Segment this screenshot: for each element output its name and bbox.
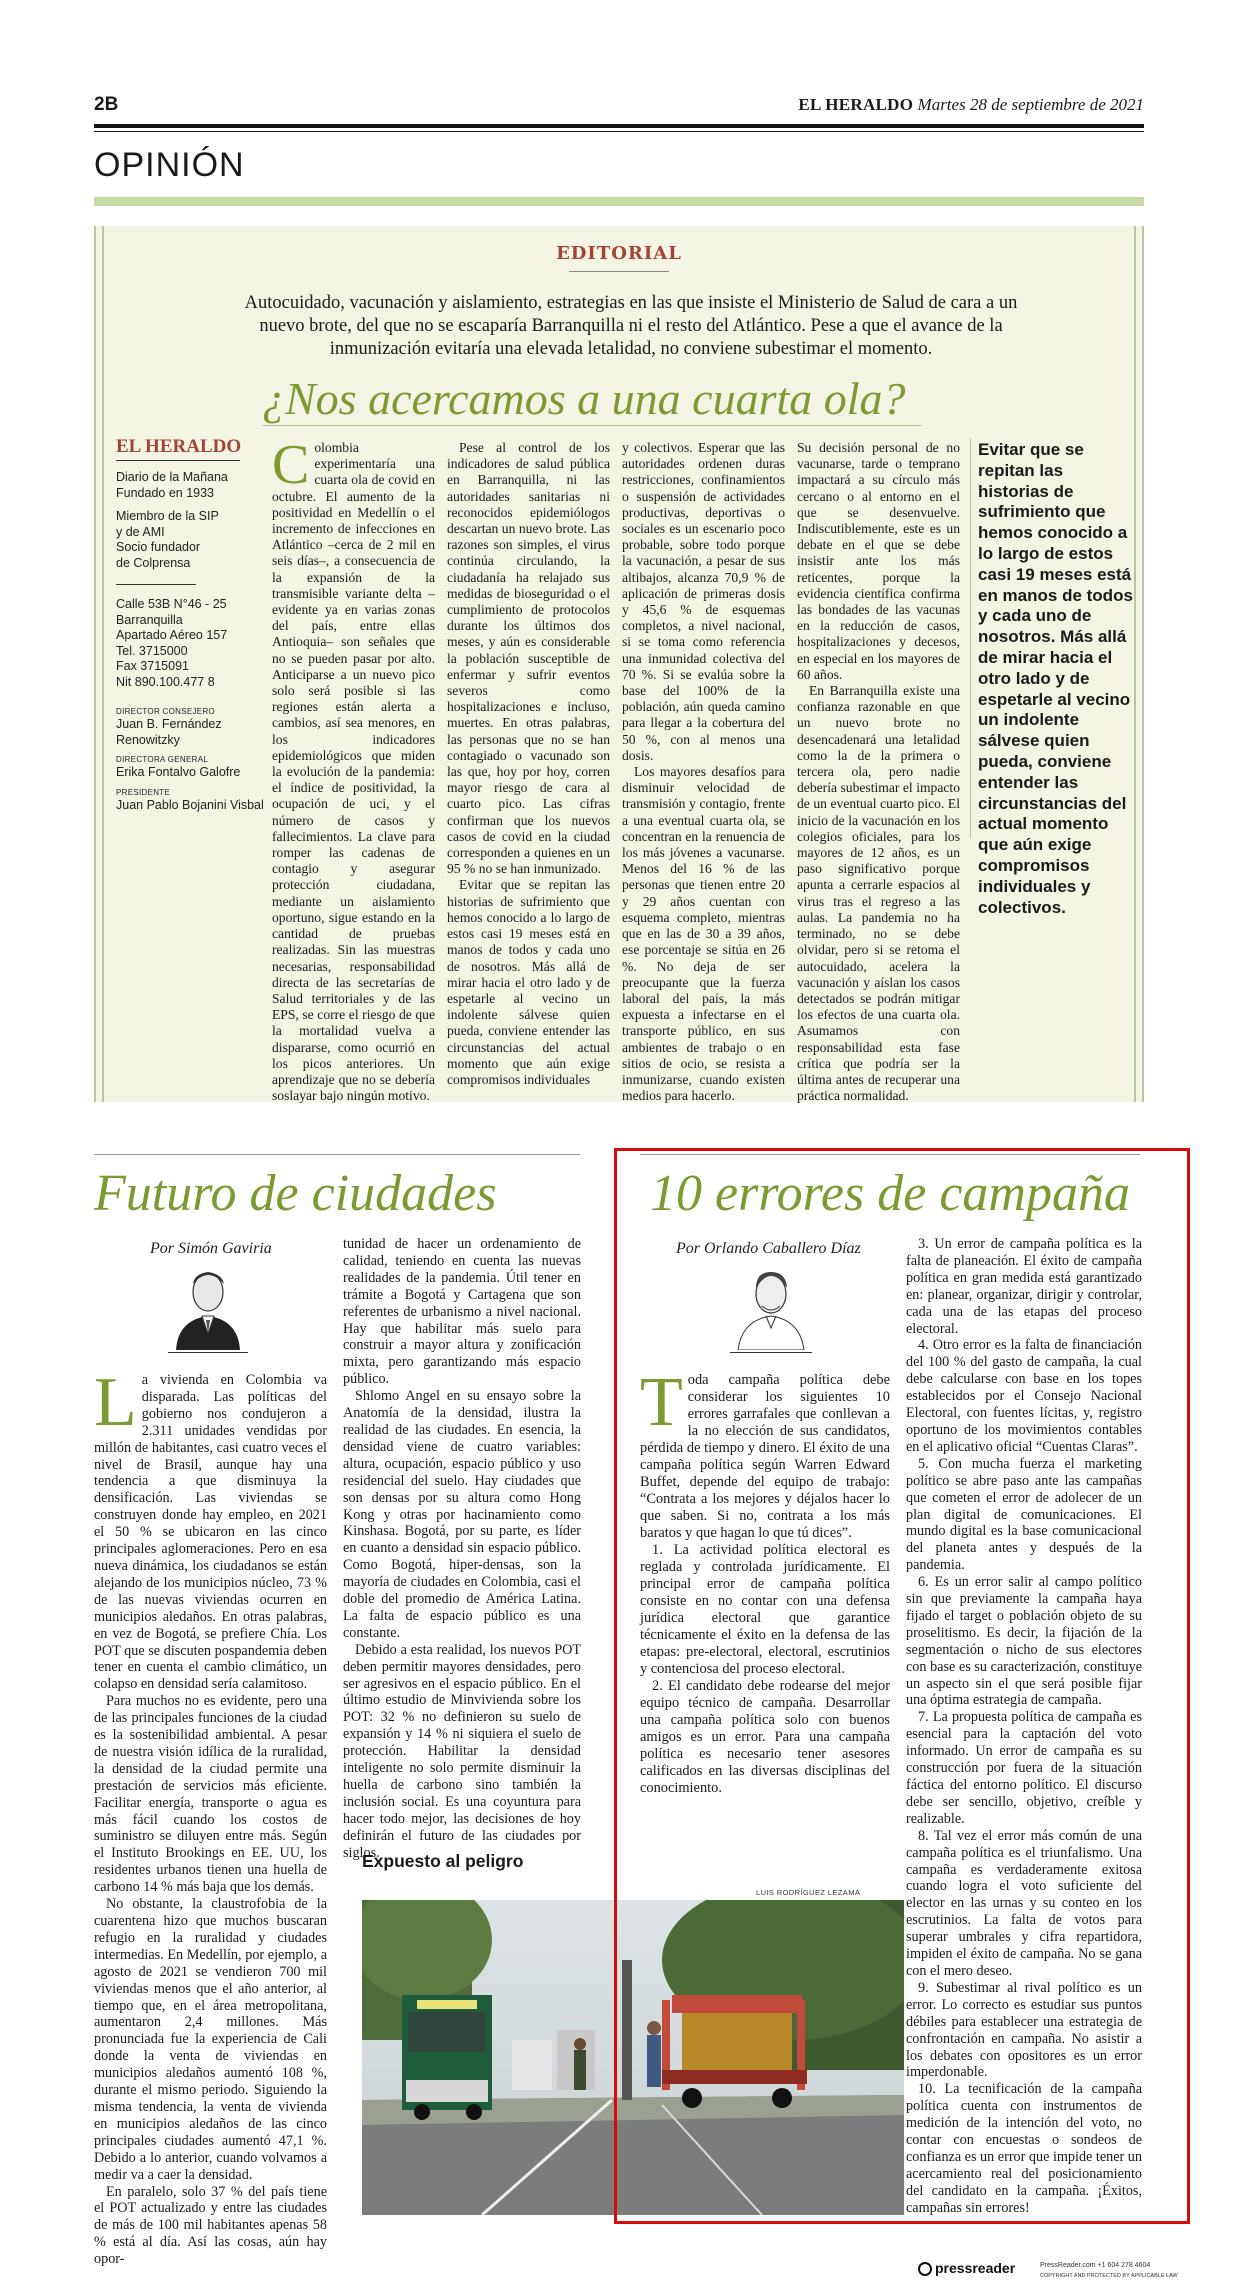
pull-quote: Evitar que se repitan las historias de sufrimiento que hemos conocido a lo largo de estos casi 19 meses está en manos de todos y cada uno de nosotros. Más allá de mirar hacia el otro lado y de espetarle al vecino un indolente sálvese quien pueda, conviene entender las circunstancias del actual momento que aún exige compromisos individuales y colectivos. [978,440,1133,917]
paragraph: Debido a esta realidad, los nuevos POT deben permitir mayores densidades, pero ser agresivos en el espacio público. En el último estudio de Minvivienda sobre los POT: 32 % no definieron su suelo de expansión y 14 % ni siquiera el suelo de protección. Habilitar la densidad inteligente no solo permite disminuir la huella de carbono sino también la inclusión social. Es una coyuntura para hacer todo mejor, las decisiones de hoy definirán el futuro de las ciudades por siglos. [343,1641,581,1861]
column-title-left: Futuro de ciudades [94,1165,497,1222]
editorial-summary: Autocuidado, vacunación y aislamiento, estrategias en las que insiste el Ministerio de Salud de cara a un nuevo brote, del que no se escaparía Barranquilla ni el resto del Atlántico. Pese a que el avance de la inmunización evitaría una elevada letalidad, no conviene subestimar el momento. [244,293,1018,359]
paragraph: y colectivos. Esperar que las autoridades ordenen duras restricciones, confinamientos o suspensión de actividades productivas, deportivas o sociales es un escenario poco probable, sobre todo porque la vacunación, a pesar de sus altibajos, alcanza 70,9 % de aplicación de primeras dosis y 45,6 % de esquemas completos, a nivel nacional, si se toma como referencia una inmunidad colectiva del 70 %. Si se evalúa sobre la base del 100% de la población, aún queda camino para llegar a la cobertura del 50 %, con al menos una dosis. [622,440,785,763]
paragraph: Los mayores desafíos para disminuir velocidad de transmisión y contagio, frente a una eventual cuarta ola, se concentran en la renuencia de los más jóvenes a vacunarse. Menos del 16 % de las personas que tienen entre 20 y 29 años cuentan con esquema completo, mientras que en las de 30 a 39 años, ese porcentaje se sitúa en 26 %. No deja de ser preocupante que la fuerza laboral del país, la más expuesta a infectarse en el transporte público, en sus ambientes de trabajo o en sitios de ocio, se resista a inmunizarse, cuando existen medios para hacerlo. [622,764,785,1104]
byline-right: Por Orlando Caballero Díaz [676,1240,861,1257]
brand-rule [116,460,240,461]
paragraph: 6. Es un error salir al campo político sin que previamente la campaña haya fijado el target o población objeto de su proselitismo. Es decir, la fijación de la segmentación o nicho de sus electores con base es su caracterización, constituye un aspecto sin el que será posible fijar una óptima estrategia de campaña. [906,1574,1142,1709]
masthead-date [798,95,1144,115]
drop-cap: L [94,1364,137,1441]
paper-name: EL HERALDO [798,95,914,114]
column-left-text-2 [343,1236,581,1862]
editorial-label: EDITORIAL [556,243,682,264]
drop-cap: C [272,434,310,496]
info-line: Socio fundador [116,540,201,554]
paragraph: 8. Tal vez el error más común de una campaña política es el triunfalismo. Una campaña es verdaderamente exitosa cuando logra el voto suficiente del elector en las urnas y su conteo en los escrutinios. La falta de votos para superar umbrales y cifra repartidora, impiden el éxito de campaña. No se gana con el mero deseo. [906,1827,1142,1979]
paragraph: No obstante, la claustrofobia de la cuarentena hizo que muchos buscaran refugio en la ruralidad y ciudades intermedias. En Medellín, por ejemplo, a agosto de 2021 se vendieron 700 mil viviendas menos que el año anterior, al tiempo que, en el área metropolitana, aumentaron 2,4 millones. Más pronunciada fue la experiencia de Cali donde la venta de viviendas en municipios aledaños aumentó 108 %, durante el mismo periodo. Siguiendo la misma tendencia, la venta de vivienda en municipios aledaños de las cinco principales ciudades aumentó 47,1 %. Debido a lo anterior, cuando volvamos a medir va a caer la densidad. [94,1896,327,2183]
info-line: Nit 890.100.477 8 [116,674,215,689]
photo-credit: LUIS RODRÍGUEZ LEZAMA [756,1888,861,1897]
paragraph: Evitar que se repitan las historias de sufrimiento que hemos conocido a lo largo de estos casi 19 meses está en manos de todos y cada uno de nosotros. Más allá de mirar hacia el otro lado y de espetarle al vecino un indolente sálvese quien pueda, conviene entender las circunstancias del actual momento que aún exige compromisos individuales [447,877,610,1087]
paragraph: En Barranquilla existe una confianza razonable en que un nuevo brote no desencadenará una letalidad como la de la primera o tercera ola, pero nadie debería subestimar el impacto de un eventual cuarto pico. El inicio de la vacunación en los colegios oficiales, para los mayores de 12 años, es un paso significativo porque apunta a cerrarle espacios al virus tras el regreso a las aulas. La pandemia no ha terminado, no se debe olvidar, pero si se retoma el autocuidado, acelera la vacunación y aíslan los casos detectados se podrán mitigar los efectos de una cuarta ola. Asumamos con responsabilidad esta fase crítica que podría ser la última antes de recuperar una práctica normalidad. [797,683,960,1104]
paragraph: En paralelo, solo 37 % del país tiene el POT actualizado y entre las ciudades de más de 100 mil habitantes apenas 58 % está al día. Así las cosas, aún hay opor- [94,2183,327,2268]
paragraph: 1. La actividad política electoral es reglada y controlada jurídicamente. El principal error de campaña política consiste en no contar con una defensa jurídica electoral que garantice técnicamente el éxito en la defensa de las etapas: pre-electoral, electoral, escrutinios y contenciosa del proceso electoral. [640,1542,890,1677]
brand-logo: EL HERALDO [116,436,242,457]
editorial-column-4 [797,440,960,1104]
info-role: PRESIDENTE [116,787,171,797]
headline-rule [262,425,922,426]
info-name: Juan Pablo Bojanini Visbal [116,797,264,812]
paragraph: a vivienda en Colombia va disparada. Las políticas del gobierno nos condujeron a 2.311 unidades vendidas por millón de habitantes, casi cuatro veces el nivel de Brasil, aunque hay una tendencia a que disminuya la densificación. Las viviendas se construyen donde hay empleo, en 2021 el 50 % se ubicaron en las cinco principales aglomeraciones. Pero en esa nueva dinámica, los ciudadanos se están alejando de los municipios núcleo, 73 % de las nuevas viviendas ocurren en municipios aledaños. En otras palabras, en vez de Bogotá, se prefiere Chía. Los POT que se discuten pospandemia deben tener en cuenta el cambio climático, un colapso en densidad sería calamitoso. [94,1372,327,1693]
column-top-rule [94,1154,580,1155]
paragraph: 3. Un error de campaña política es la falta de planeación. El éxito de campaña política en gran medida está garantizado en: planear, organizar, dirigir y controlar, cada una de las etapas del proceso electoral. [906,1236,1142,1337]
header-rule [94,124,1144,128]
portrait-rule [168,1352,248,1353]
paragraph: 10. La tecnificación de la campaña política cuenta con instrumentos de medición de la intención del voto, no contar con encuestas o sondeos de confianza es un error que impide tener un acercamiento real del posicionamiento del candidato en la campaña. ¡Éxitos, campañas sin errores! [906,2081,1142,2216]
info-line: Miembro de la SIP [116,509,219,523]
paragraph: oda campaña política debe considerar los siguientes 10 errores garrafales que conllevan a la no elección de sus candidatos, pérdida de tiempo y dinero. El éxito de una campaña política según Warren Edward Buffet, depende del equipo de trabajo: “Contrata a los mejores y déjalos hacer lo que saben. Si no, contrata a los más baratos y que hagan lo que tú dices”. [640,1372,890,1541]
pressreader-icon [918,2262,932,2276]
info-line: Tel. 3715000 [116,643,188,658]
info-line: y de AMI [116,524,165,539]
author-portrait-left [168,1262,248,1350]
paragraph: olombia experimentaría una cuarta ola de covid en octubre. El aumento de la positividad en Medellín o el incremento de infecciones en Atlántico –cerca de 2 mil en seis días–, a consecuencia de la expansión de la transmisible variante delta –evidente ya en varias zonas del país, entre ellas Antioquia– son señales que no se pueden pasar por alto. Anticiparse a un nuevo pico solo será posible si las regiones están alerta a cambios, así sea menores, en los indicadores epidemiológicos que miden la evolución de la pandemia: el índice de positividad, la ocupación de uci, y el número de casos y fallecimientos. La clave para romper las cadenas de contagio y asegurar protección ciudadana, mediante un aislamiento oportuno, sigue estando en la cantidad de pruebas realizadas. Sin las muestras necesarias, responsabilidad directa de las secretarías de Salud territoriales y de las EPS, se corre el riesgo de que la mortalidad vuelva a dispararse, como ocurrió en los picos anteriores. Un aprendizaje que no se debería soslayar bajo ningún motivo. [272,440,435,1104]
paragraph: Pese al control de los indicadores de salud pública en Barranquilla, ni las autoridades sanitarias ni reconocidos epidemiólogos descartan un nuevo brote. Las razones son simples, el virus continúa circulando, la ciudadanía ha relajado sus medidas de bioseguridad o el cumplimiento de protocolos durante los últimos dos meses, y aún es considerable la población susceptible de enfermar y sufrir eventos severos como hospitalizaciones e incluso, muertes. En otras palabras, las personas que no se han contagiado o vacunado son las que, hoy por hoy, corren mayor riesgo de cara al cuarto pico. Las cifras confirman que los nuevos casos de covid en la ciudad corresponden a quienes en un 95 % no se han inmunizado. [447,440,610,877]
info-line: Fax 3715091 [116,659,189,673]
paragraph: 2. El candidato debe rodearse del mejor equipo técnico de campaña. Desarrollar una campaña política solo con buenos amigos es un error. Para una campaña política es necesario tener asesores calificados en las diversas disciplinas del conocimiento. [640,1678,890,1796]
info-name: Erika Fontalvo Galofre [116,765,241,779]
paragraph: 5. Con mucha fuerza el marketing político se abre paso ante las campañas que cometen el error de adolecer de un plan digital de comunicaciones. El mundo digital es la base comunicacional del planeta antes y después de la pandemia. [906,1455,1142,1574]
editorial-label-rule [569,271,669,272]
masthead-info [116,470,266,813]
section-title: OPINIÓN [94,146,245,184]
paragraph: tunidad de hacer un ordenamiento de calidad, teniendo en cuenta las nuevas realidades de la pandemia. Útil tener en trámite a Bogotá y Cartagena que son referentes de urbanismo a nivel nacional. Hay que habilitar más suelo para construir a mayor altura y zonificación mixta, pero garantizando más espacio público. [343,1236,581,1388]
paragraph: Shlomo Angel en su ensayo sobre la Anatomía de la densidad, ilustra la realidad de las ciudades. En esencia, la densidad viene de cuatro variables: altura, ocupación, espacio público y uso residencial del suelo. Hay ciudades que son densas por su altura como Hong Kong y otras por hacinamiento como Kinshasa. Bogotá, por su parte, es líder en cuanto a densidad sin espacio público. Como Bogotá, hiper-densas, son la mayoría de ciudades en Colombia, casi el doble del promedio de América Latina. La falta de espacio público es una constante. [343,1388,581,1641]
issue-date: Martes 28 de septiembre de 2021 [917,95,1144,114]
info-line: Calle 53B N°46 - 25 [116,597,227,611]
pressreader-contact: PressReader.com +1 604 278 4604 [1040,2262,1151,2269]
section-bar [94,197,1144,206]
editorial-column-3 [622,440,785,1104]
info-line: de Colprensa [116,555,191,570]
info-line: Apartado Aéreo 157 [116,628,228,642]
editorial-headline: ¿Nos acercamos a una cuarta ola? [262,373,906,424]
pull-quote-rule [970,438,971,838]
info-role: DIRECTORA GENERAL [116,755,209,764]
paragraph: Para muchos no es evidente, pero una de las principales funciones de la ciudad es la sostenibilidad ambiental. A pesar de nuestra visión idílica de la ruralidad, la densidad de la ciudad permite una prestación de servicios más eficiente. Facilitar energía, transporte o agua es más fácil cuando los costos de suministro se diluyen entre más. Según el Instituto Brookings en EE. UU, los residentes urbanos tienen una huella de carbono 14 % más baja que los demás. [94,1693,327,1896]
page-number: 2B [94,94,119,115]
editorial-column-2 [447,440,610,1088]
info-line: Diario de la Mañana [116,470,228,484]
photo-title: Expuesto al peligro [362,1851,524,1871]
paragraph: 4. Otro error es la falta de financiación del 100 % del gasto de campaña, la cual debe calcularse con base en los topes establecidos por el Consejo Nacional Electoral, con fuentes lícitas, y, registro oportuno de los movimientos contables en el aplicativo oficial “Cuentas Claras”. [906,1337,1142,1455]
paragraph: 7. La propuesta política de campaña es esencial para la captación del voto informado. Un error de campaña es su construcción por fuera de la situación fáctica del entorno político. El discurso debe ser sencillo, objetivo, creíble y realizable. [906,1709,1142,1827]
info-role: DIRECTOR CONSEJERO [116,707,216,716]
column-title-right: 10 errores de campaña [650,1165,1130,1222]
highlight-box [614,1148,1190,2224]
info-line: Barranquilla [116,612,183,627]
editorial-column-1 [272,434,435,1104]
pressreader-label: pressreader [935,2260,1016,2276]
pressreader-logo[interactable] [918,2260,1015,2276]
paragraph: 9. Subestimar al rival político es un error. Lo correcto es estudiar sus puntos débiles para establecer una estrategia de confrontación en campaña. No asistir a los debates con opositores es un error imperdonable. [906,1979,1142,2081]
copyright-notice: COPYRIGHT AND PROTECTED BY APPLICABLE LAW [1040,2273,1178,2279]
header-rule-thin [94,131,1144,132]
info-name: Juan B. Fernández Renowitzky [116,717,222,747]
paragraph: Su decisión personal de no vacunarse, tarde o temprano impactará a su círculo más cercano o al entorno en el que se desenvuelve. Indiscutiblemente, este es un debate en el que se debe insistir ante los más reticentes, porque la evidencia científica confirma las bondades de las vacunas en la reducción de casos, hospitalizaciones y decesos, en especial en los mayores de 60 años. [797,440,960,682]
info-line: Fundado en 1933 [116,485,215,500]
drop-cap: T [640,1364,683,1441]
column-left-text-1 [94,1364,327,2268]
byline-left: Por Simón Gaviria [150,1240,272,1257]
